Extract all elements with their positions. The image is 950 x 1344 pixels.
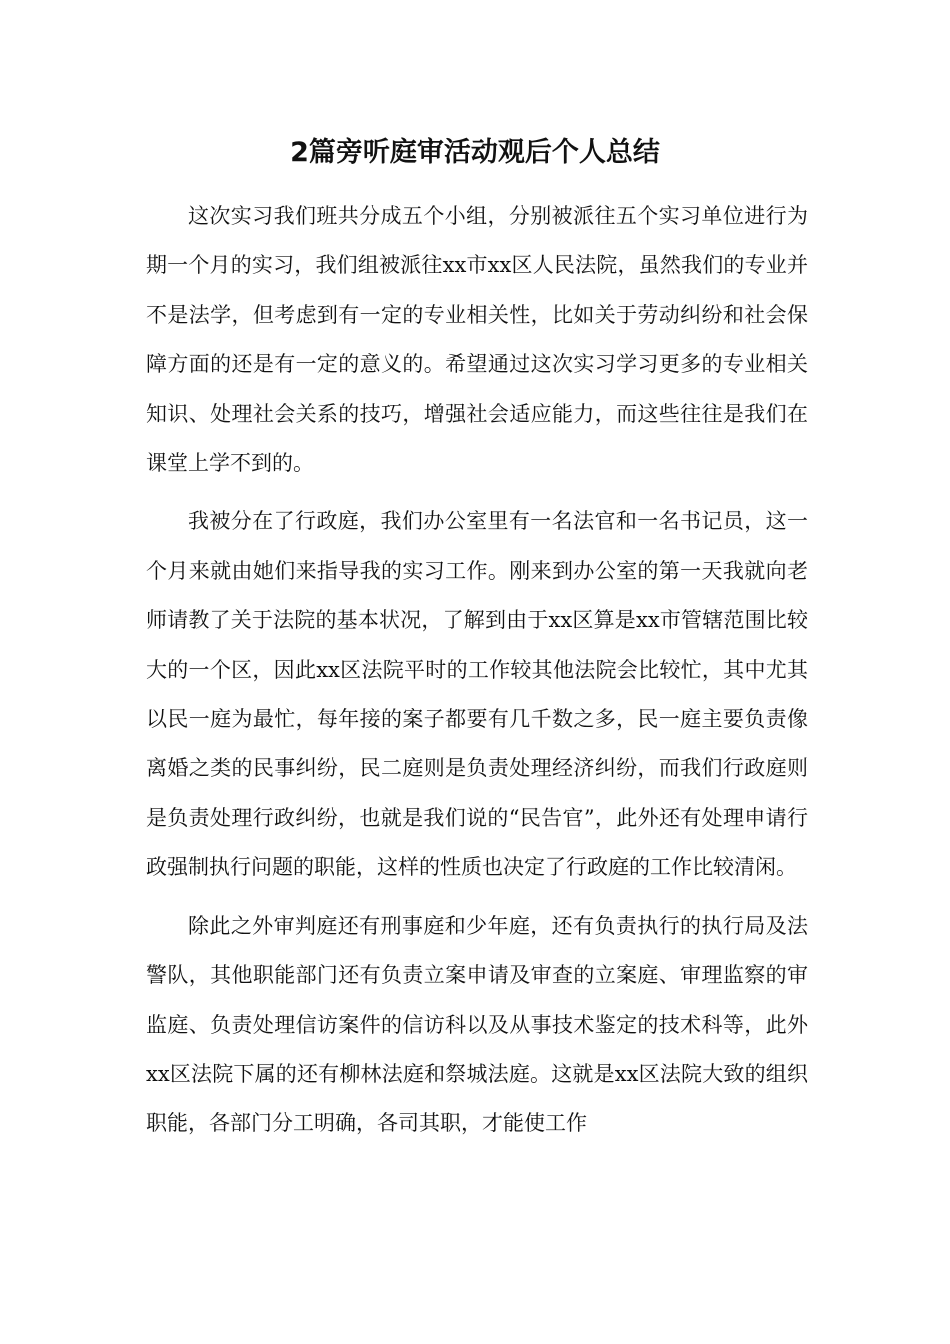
paragraph-1: 这次实习我们班共分成五个小组，分别被派往五个实习单位进行为期一个月的实习，我们组被派往xx市xx区人民法院，虽然我们的专业并不是法学，但考虑到有一定的专业相关性，比如关于劳动纠纷和社会保障方面的还是有一定的意义的。希望通过这次实习学习更多的专业相关知识、处理社会关系的技巧，增强社会适应能力，而这些往往是我们在课堂上学不到的。	[146, 204, 808, 476]
paragraph-3: 除此之外审判庭还有刑事庭和少年庭，还有负责执行的执行局及法警队，其他职能部门还有负责立案申请及审查的立案庭、审理监察的审监庭、负责处理信访案件的信访科以及从事技术鉴定的技术科等，此外xx区法院下属的还有柳林法庭和祭城法庭。这就是xx区法院大致的组织职能，各部门分工明确，各司其职，才能使工作	[146, 913, 808, 1136]
document-title: 2篇旁听庭审活动观后个人总结	[290, 137, 660, 168]
document-body	[146, 192, 808, 1149]
paragraph-2: 我被分在了行政庭，我们办公室里有一名法官和一名书记员，这一个月来就由她们来指导我的实习工作。刚来到办公室的第一天我就向老师请教了关于法院的基本状况，了解到由于xx区算是xx市管辖范围比较大的一个区，因此xx区法院平时的工作较其他法院会比较忙，其中尤其以民一庭为最忙，每年接的案子都要有几千数之多，民一庭主要负责像离婚之类的民事纠纷，民二庭则是负责处理经济纠纷，而我们行政庭则是负责处理行政纠纷，也就是我们说的“民告官”，此外还有处理申请行政强制执行问题的职能，这样的性质也决定了行政庭的工作比较清闲。	[146, 509, 808, 880]
